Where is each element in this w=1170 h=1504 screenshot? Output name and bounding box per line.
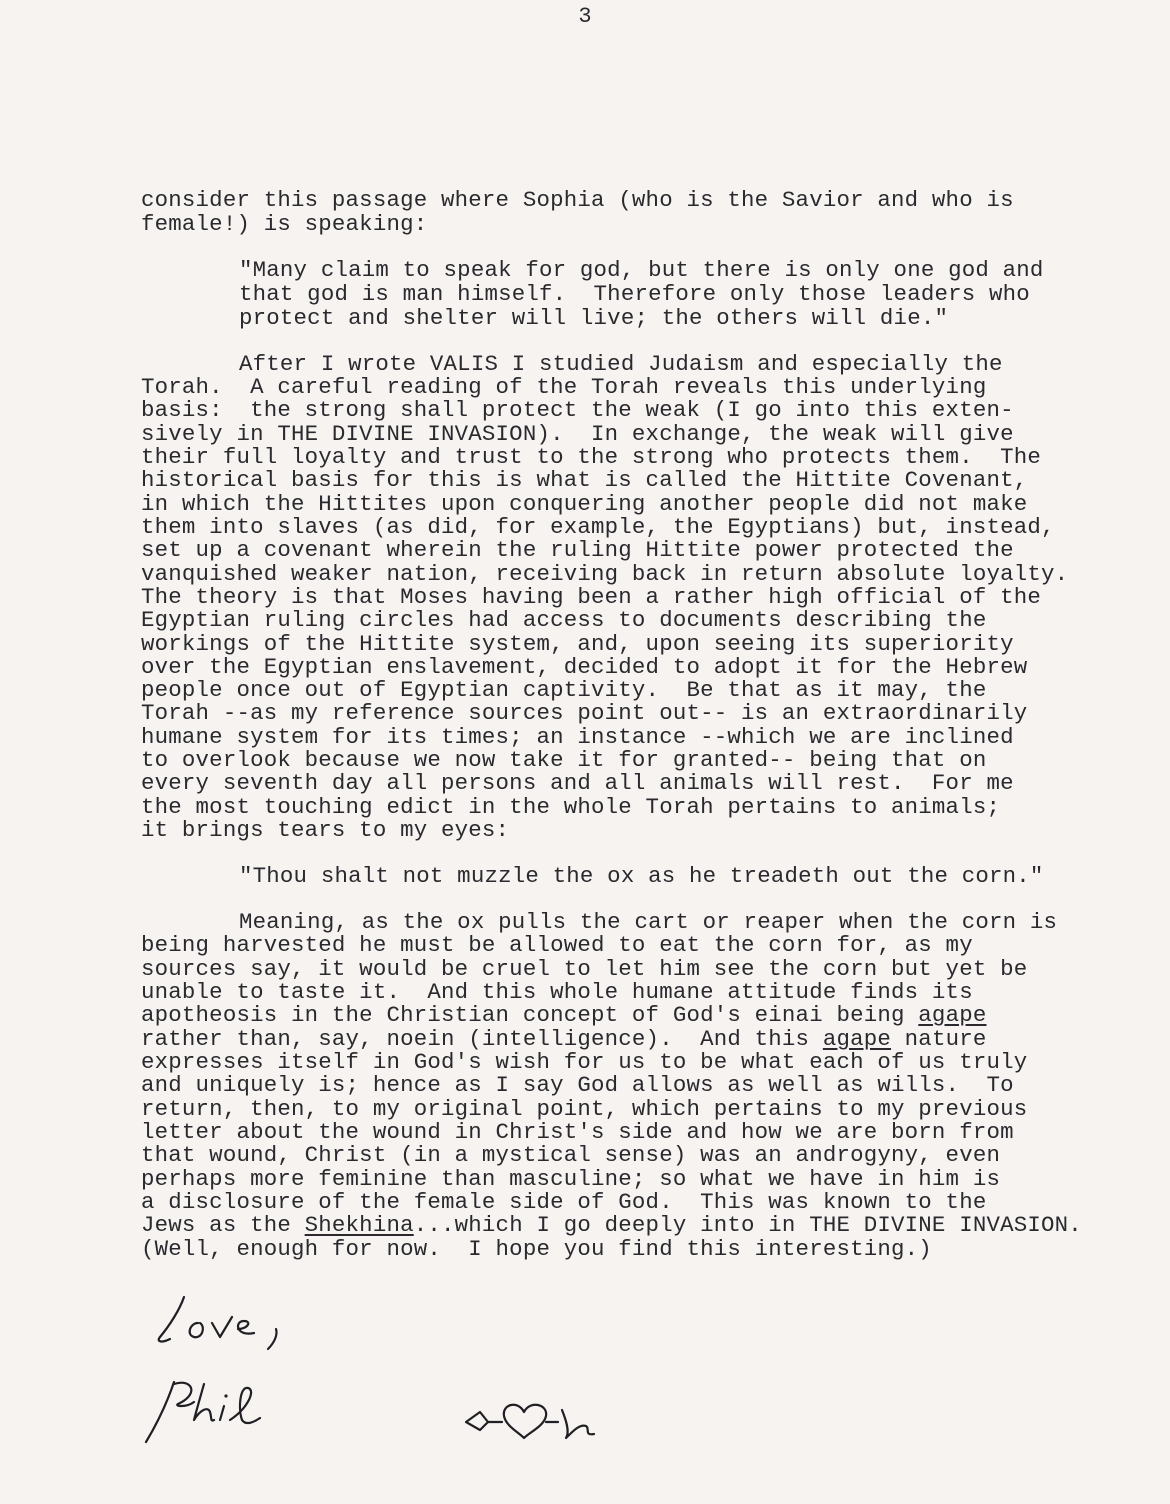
text-line: letter about the wound in Christ's side and how we are born from xyxy=(141,1119,1014,1145)
text-line: workings of the Hittite system, and, upon seeing its superiority xyxy=(141,631,1014,657)
text-line: perhaps more feminine than masculine; so what we have in him is xyxy=(141,1166,1001,1192)
text-line: a disclosure of the female side of God. This was known to the xyxy=(141,1189,987,1215)
text-line: female!) is speaking: xyxy=(141,211,428,237)
text-line: (Well, enough for now. I hope you find this interesting.) xyxy=(141,1236,932,1262)
underlined-word: Shekhina xyxy=(304,1212,414,1238)
text-line: unable to taste it. And this whole humane attitude finds its xyxy=(141,979,973,1005)
text-line: people once out of Egyptian captivity. Be that as it may, the xyxy=(141,677,987,703)
text-line: historical basis for this is what is called the Hittite Covenant, xyxy=(141,467,1028,493)
text-line: every seventh day all persons and all animals will rest. For me xyxy=(141,770,1014,796)
quote-line: "Many claim to speak for god, but there is only one god and xyxy=(239,257,1044,283)
text-line: basis: the strong shall protect the weak (I go into this exten- xyxy=(141,397,1014,423)
page-number: 3 xyxy=(578,4,592,29)
text-segment: rather than, say, noein (intelligence). And this xyxy=(141,1026,823,1052)
text-line: being harvested he must be allowed to eat the corn for, as my xyxy=(141,932,973,958)
text-line: set up a covenant wherein the ruling Hittite power protected the xyxy=(141,537,1014,563)
text-line xyxy=(141,1213,1082,1237)
text-line: return, then, to my original point, which pertains to my previous xyxy=(141,1096,1028,1122)
text-line: and uniquely is; hence as I say God allows as well as wills. To xyxy=(141,1072,1014,1098)
text-line: in which the Hittites upon conquering another people did not make xyxy=(141,491,1028,517)
underlined-word: agape xyxy=(822,1026,892,1052)
text-line xyxy=(141,1003,986,1027)
quote-line: that god is man himself. Therefore only those leaders who xyxy=(239,281,1030,307)
text-line: their full loyalty and trust to the strong who protects them. The xyxy=(141,444,1042,470)
handwritten-closing-love xyxy=(140,1285,330,1355)
text-line: expresses itself in God's wish for us to be what each of us truly xyxy=(141,1049,1028,1075)
text-line: them into slaves (as did, for example, the Egyptians) but, instead, xyxy=(141,514,1055,540)
text-line: Egyptian ruling circles had access to documents describing the xyxy=(141,607,987,633)
text-line: After I wrote VALIS I studied Judaism and especially the xyxy=(239,351,1003,377)
text-line: that wound, Christ (in a mystical sense) was an androgyny, even xyxy=(141,1142,1001,1168)
text-line: over the Egyptian enslavement, decided to adopt it for the Hebrew xyxy=(141,654,1028,680)
text-line: Torah. A careful reading of the Torah reveals this underlying xyxy=(141,374,987,400)
text-line: the most touching edict in the whole Torah pertains to animals; xyxy=(141,794,1001,820)
text-line: sively in THE DIVINE INVASION). In exchange, the weak will give xyxy=(141,421,1014,447)
quote-line: "Thou shalt not muzzle the ox as he treadeth out the corn." xyxy=(239,863,1044,889)
underlined-word: agape xyxy=(918,1002,987,1028)
heart-doodle-icon xyxy=(462,1390,602,1450)
text-line: vanquished weaker nation, receiving back in return absolute loyalty. xyxy=(141,561,1069,587)
text-line xyxy=(141,1027,987,1051)
text-line: it brings tears to my eyes: xyxy=(141,817,510,843)
text-line: The theory is that Moses having been a rather high official of the xyxy=(141,584,1042,610)
text-line: to overlook because we now take it for granted-- being that on xyxy=(141,747,987,773)
text-segment: apotheosis in the Christian concept of God's einai being xyxy=(141,1002,919,1028)
text-segment: Jews as the xyxy=(141,1212,305,1238)
handwritten-signature-phil xyxy=(138,1372,298,1452)
text-line: consider this passage where Sophia (who is the Savior and who is xyxy=(141,187,1014,213)
text-segment: nature xyxy=(891,1026,987,1052)
text-line: humane system for its times; an instance --which we are inclined xyxy=(141,724,1014,750)
text-segment: ...which I go deeply into in THE DIVINE INVASION. xyxy=(413,1212,1082,1238)
text-line: Meaning, as the ox pulls the cart or reaper when the corn is xyxy=(239,909,1058,935)
text-line: sources say, it would be cruel to let him see the corn but yet be xyxy=(141,956,1028,982)
quote-line: protect and shelter will live; the others will die." xyxy=(239,305,949,331)
text-line: Torah --as my reference sources point out-- is an extraordinarily xyxy=(141,700,1028,726)
